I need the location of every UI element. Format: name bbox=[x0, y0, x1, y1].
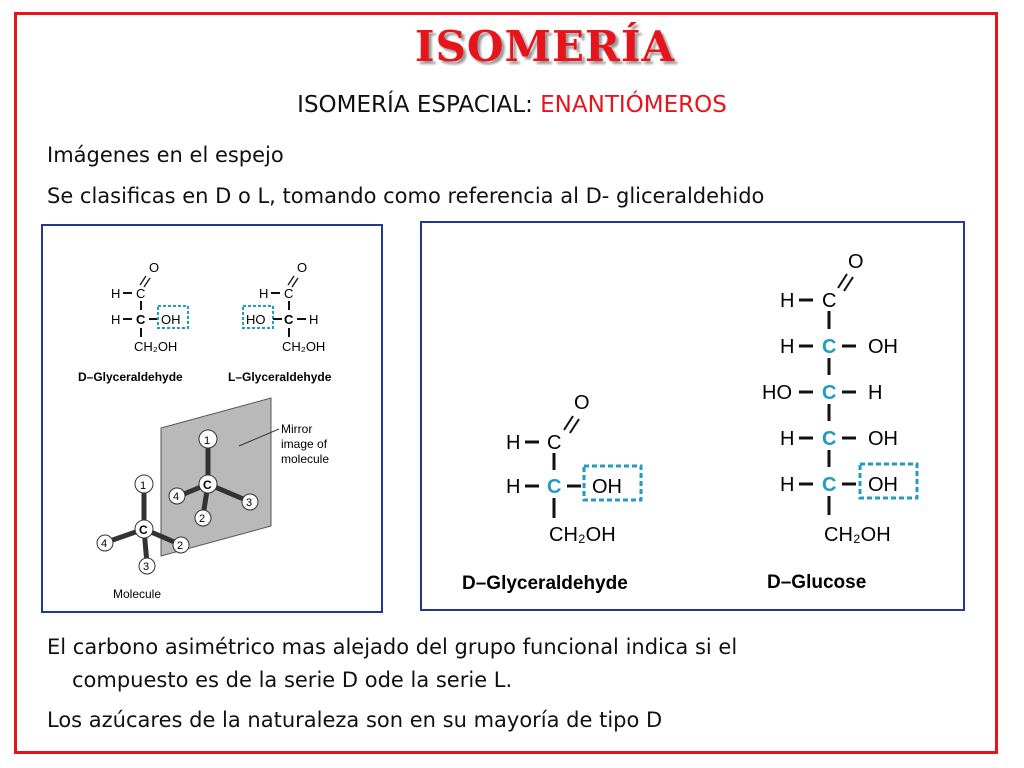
atom-o: O bbox=[297, 260, 308, 275]
substituent-number: 2 bbox=[199, 513, 206, 525]
enantiomer-figure bbox=[43, 226, 381, 611]
atom-oh: OH bbox=[868, 428, 898, 450]
d-glyceraldehyde-structure bbox=[78, 260, 188, 384]
atom-h: H bbox=[111, 312, 121, 327]
atom-c: C bbox=[136, 312, 146, 327]
substituent-number: 2 bbox=[177, 540, 184, 552]
atom-o: O bbox=[574, 392, 590, 414]
substituent-number: 1 bbox=[204, 435, 211, 447]
bullet-asymmetric-carbon-continued: compuesto es de la serie D ode la serie L. bbox=[72, 668, 513, 692]
right-figure-panel bbox=[420, 221, 965, 611]
chiral-carbon: C bbox=[822, 336, 837, 358]
atom-ch2oh: CH₂OH bbox=[549, 524, 616, 546]
chiral-carbon: C bbox=[547, 476, 562, 498]
subtitle-accent: ENANTIÓMEROS bbox=[540, 92, 727, 118]
atom-h: H bbox=[506, 432, 521, 454]
atom-oh: OH bbox=[161, 312, 181, 327]
atom-oh: OH bbox=[868, 336, 898, 358]
atom-c: C bbox=[284, 312, 294, 327]
atom-h: H bbox=[506, 476, 521, 498]
d-glucose-fischer bbox=[762, 251, 917, 593]
atom-h: H bbox=[780, 336, 795, 358]
atom-oh: OH bbox=[592, 476, 622, 498]
d-glucose-label: D–Glucose bbox=[767, 572, 867, 593]
d-glyceraldehyde-label: D–Glyceraldehyde bbox=[462, 573, 628, 594]
slide-title: ISOMERÍA bbox=[414, 22, 676, 71]
atom-ch2oh: CH₂OH bbox=[134, 339, 178, 354]
atom-ch2oh: CH₂OH bbox=[282, 339, 326, 354]
atom-h: H bbox=[868, 382, 883, 404]
l-glyceraldehyde-label: L–Glyceraldehyde bbox=[228, 370, 332, 384]
atom-h: H bbox=[259, 286, 269, 301]
substituent-number: 4 bbox=[101, 538, 108, 550]
atom-c: C bbox=[547, 432, 562, 454]
bullet-natural-sugars: Los azúcares de la naturaleza son en su mayoría de tipo D bbox=[47, 708, 663, 732]
mirror-label-line: Mirror bbox=[281, 422, 313, 436]
mirror-plane bbox=[161, 398, 271, 556]
atom-h: H bbox=[780, 474, 795, 496]
atom-h: H bbox=[780, 428, 795, 450]
bullet-mirror-images: Imágenes en el espejo bbox=[47, 143, 284, 167]
chiral-carbon: C bbox=[822, 474, 837, 496]
atom-o: O bbox=[848, 251, 864, 273]
slide-subtitle bbox=[0, 92, 1024, 118]
atom-h: H bbox=[780, 290, 795, 312]
bullet-asymmetric-carbon: El carbono asimétrico mas alejado del grupo funcional indica si el bbox=[47, 635, 738, 659]
atom-c: C bbox=[284, 286, 294, 301]
mirror-label-line: molecule bbox=[281, 452, 330, 466]
left-figure-panel bbox=[41, 224, 383, 613]
bullet-classification: Se clasificas en D o L, tomando como referencia al D- gliceraldehido bbox=[47, 184, 765, 208]
chiral-carbon: C bbox=[822, 428, 837, 450]
chiral-carbon: C bbox=[822, 382, 837, 404]
atom-c: C bbox=[136, 286, 146, 301]
atom-ch2oh: CH₂OH bbox=[824, 524, 891, 546]
substituent-number: 3 bbox=[246, 497, 253, 509]
substituent-number: 4 bbox=[173, 491, 180, 503]
atom-c: C bbox=[822, 290, 837, 312]
molecule-label: Molecule bbox=[113, 587, 162, 601]
fischer-projections bbox=[422, 223, 963, 609]
atom-oh: OH bbox=[868, 474, 898, 496]
atom-c: C bbox=[203, 478, 212, 492]
atom-o: O bbox=[149, 260, 160, 275]
substituent-number: 1 bbox=[140, 480, 147, 492]
atom-h: H bbox=[309, 312, 319, 327]
substituent-number: 3 bbox=[143, 561, 150, 573]
atom-ho: HO bbox=[246, 312, 266, 327]
atom-c: C bbox=[139, 523, 148, 537]
atom-ho: HO bbox=[762, 382, 792, 404]
d-glyceraldehyde-label: D–Glyceraldehyde bbox=[78, 370, 183, 384]
mirror-label-line: image of bbox=[281, 437, 328, 451]
atom-h: H bbox=[111, 286, 121, 301]
subtitle-prefix: ISOMERÍA ESPACIAL: bbox=[297, 92, 541, 118]
l-glyceraldehyde-structure bbox=[228, 260, 332, 384]
d-glyceraldehyde-fischer bbox=[462, 392, 641, 594]
